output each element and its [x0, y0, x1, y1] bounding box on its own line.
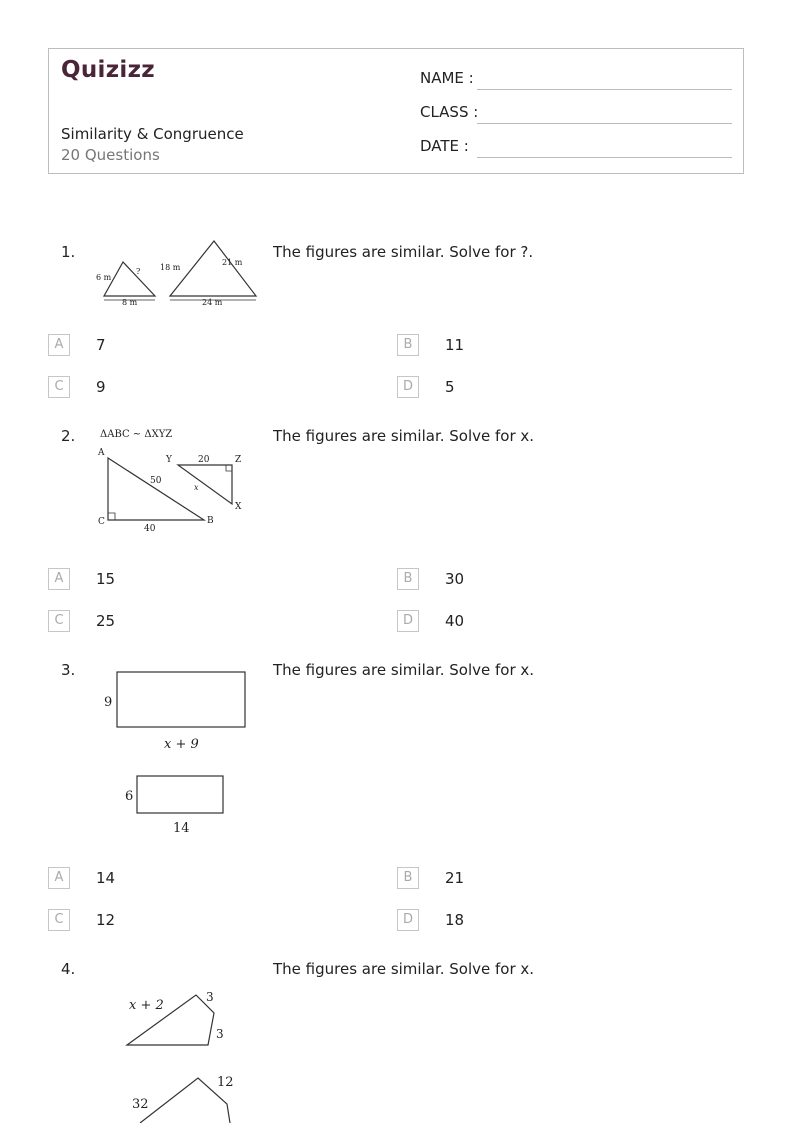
option-b-box[interactable]: B: [397, 867, 419, 889]
figure-label: ΔABC ~ ΔXYZ: [100, 429, 173, 440]
option-d-value[interactable]: 5: [445, 378, 455, 396]
figure-label: Z: [235, 455, 242, 465]
figure-label: 8 m: [122, 298, 138, 307]
figure-label: 14: [173, 821, 190, 836]
option-d-value[interactable]: 18: [445, 911, 465, 929]
question-number: 4.: [61, 960, 76, 978]
question-number: 1.: [61, 243, 76, 261]
question-text: The figures are similar. Solve for x.: [273, 960, 535, 978]
figure-label: 12: [217, 1075, 234, 1090]
date-label: DATE :: [420, 137, 469, 155]
quizizz-logo: Quizizz: [61, 57, 155, 83]
question-text: The figures are similar. Solve for x.: [273, 427, 535, 445]
question-2-figure: [94, 424, 254, 536]
figure-label: 3: [216, 1027, 224, 1041]
option-a-box[interactable]: A: [48, 334, 70, 356]
figure-label: 32: [132, 1097, 149, 1112]
figure-label: 24 m: [202, 298, 223, 307]
option-b-box[interactable]: B: [397, 568, 419, 590]
class-label: CLASS :: [420, 103, 479, 121]
option-d-box[interactable]: D: [397, 376, 419, 398]
figure-label: ?: [136, 267, 141, 276]
figure-label: C: [98, 517, 105, 527]
name-label: NAME :: [420, 69, 474, 87]
figure-label: 21 m: [222, 258, 243, 267]
option-d-box[interactable]: D: [397, 909, 419, 931]
option-a-value[interactable]: 7: [96, 336, 106, 354]
figure-label: 40: [144, 524, 156, 534]
figure-label: 6 m: [96, 273, 112, 282]
worksheet-header: [48, 48, 744, 174]
worksheet-title: Similarity & Congruence: [61, 125, 244, 143]
question-text: The figures are similar. Solve for x.: [273, 661, 535, 679]
option-b-value[interactable]: 30: [445, 570, 465, 588]
option-c-value[interactable]: 12: [96, 911, 116, 929]
option-c-box[interactable]: C: [48, 376, 70, 398]
option-c-box[interactable]: C: [48, 610, 70, 632]
question-count: 20 Questions: [61, 146, 160, 164]
option-d-value[interactable]: 40: [445, 612, 465, 630]
name-line: [477, 89, 732, 90]
option-c-box[interactable]: C: [48, 909, 70, 931]
figure-label: 20: [198, 455, 210, 465]
figure-label: A: [98, 448, 105, 458]
figure-label: 50: [150, 476, 162, 486]
option-c-value[interactable]: 9: [96, 378, 106, 396]
question-text: The figures are similar. Solve for ?.: [273, 243, 534, 261]
option-a-value[interactable]: 14: [96, 869, 116, 887]
option-c-value[interactable]: 25: [96, 612, 116, 630]
option-b-value[interactable]: 11: [445, 336, 465, 354]
question-4-figure: [94, 982, 254, 1123]
class-line: [477, 123, 732, 124]
figure-label: x + 2: [129, 998, 164, 1013]
option-b-value[interactable]: 21: [445, 869, 465, 887]
figure-label: X: [235, 502, 242, 512]
figure-label: 3: [206, 990, 214, 1004]
date-line: [477, 157, 732, 158]
question-number: 3.: [61, 661, 76, 679]
question-1-figure: [94, 236, 264, 312]
figure-label: 18 m: [160, 263, 181, 272]
option-a-box[interactable]: A: [48, 867, 70, 889]
option-a-box[interactable]: A: [48, 568, 70, 590]
figure-label: 6: [125, 789, 134, 804]
figure-label: Y: [166, 455, 172, 465]
option-d-box[interactable]: D: [397, 610, 419, 632]
figure-label: x: [194, 483, 199, 492]
figure-label: 9: [104, 695, 113, 710]
question-3-figure: [94, 664, 254, 840]
option-a-value[interactable]: 15: [96, 570, 116, 588]
figure-label: B: [207, 516, 214, 526]
question-number: 2.: [61, 427, 76, 445]
figure-label: x + 9: [164, 737, 199, 752]
option-b-box[interactable]: B: [397, 334, 419, 356]
